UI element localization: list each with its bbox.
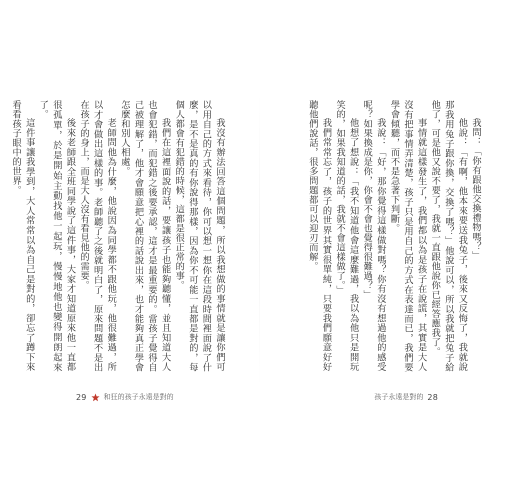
paragraph: 老師問他為什麼，他說因為同學都不跟他玩，他很難過，所以才會做出這樣的事。老師聽了之後就明白了，原來問題不是出在孩子的身上，而是大人沒有看見他的需要。 [78, 100, 117, 372]
left-page-text [10, 100, 226, 372]
star-icon [91, 393, 100, 402]
paragraph: 我說：「好，那你覺得這樣做對嗎？你有沒有想過他的感受呢？如果換成是你，你會不會也覺得很難過？」 [361, 100, 386, 372]
right-page-text [304, 100, 482, 372]
right-page [260, 0, 520, 500]
paragraph: 我們在這裡面說的話，要讓孩子也能夠聽懂，並且知道大人也會犯錯，而犯錯之後要承認，這才是最重要的。當孩子覺得自己被理解了，他才會願意把心裡的話說出來，也才能夠真正學會怎麼和別人相處。 [118, 100, 171, 372]
left-page-footer [76, 392, 174, 402]
paragraph: 我沒有辦法回答這個問題，所以我想做的事情就是讓你們可以用自己的方式來看待，你可以想一想你在這段時間裡面說了什麼，是不是真的有你說得那樣，因為你不可能一直都是對的，每個人都會有犯錯的時候，這都是很正常的事。 [173, 100, 225, 372]
paragraph: 後來老師跟全班同學說了這件事，大家才知道原來他一直都很孤單，於是開始主動找他一起玩，慢慢地他也變得開朗起來了。 [37, 100, 76, 372]
paragraph: 我們常常忘了，孩子的世界其實很單純，只要我們願意好好聽他們說話，很多問題都可以迎刃而解。 [306, 100, 332, 372]
paragraph: 事情就這樣發生了，我們都以為是孩子在說謊，其實是大人沒有把事情弄清楚，孩子只是用自己的方式在表達而已，我們要學會傾聽，而不是急著下判斷。 [388, 100, 427, 372]
paragraph: 他想了想說：「我不知道他會這麼難過，我以為他只是開玩笑的，如果我知道的話，我就不會這樣做了。」 [334, 100, 359, 372]
running-title: 和狂的孩子永遠是對的 [103, 393, 174, 401]
paragraph: 他說：「有啊，他本來要送我兔子，後來又反悔了，我就說那我用兔子跟你換，交換了嗎？」他說可以，所以我就把兔子給他了，可是他又說不要了，我就一直跟他說你已經答應我了。 [429, 100, 468, 372]
paragraph: 我問：「你有跟他交換禮物嗎？」 [470, 118, 481, 261]
running-title: 孩子永遠是對的 [374, 393, 424, 401]
right-page-footer [374, 392, 438, 402]
page-number: 28 [427, 392, 438, 402]
page-number: 29 [76, 392, 87, 402]
paragraph: 這件事讓我學到，大人常常以為自己是對的，卻忘了蹲下來看看孩子眼中的世界。 [10, 100, 35, 372]
